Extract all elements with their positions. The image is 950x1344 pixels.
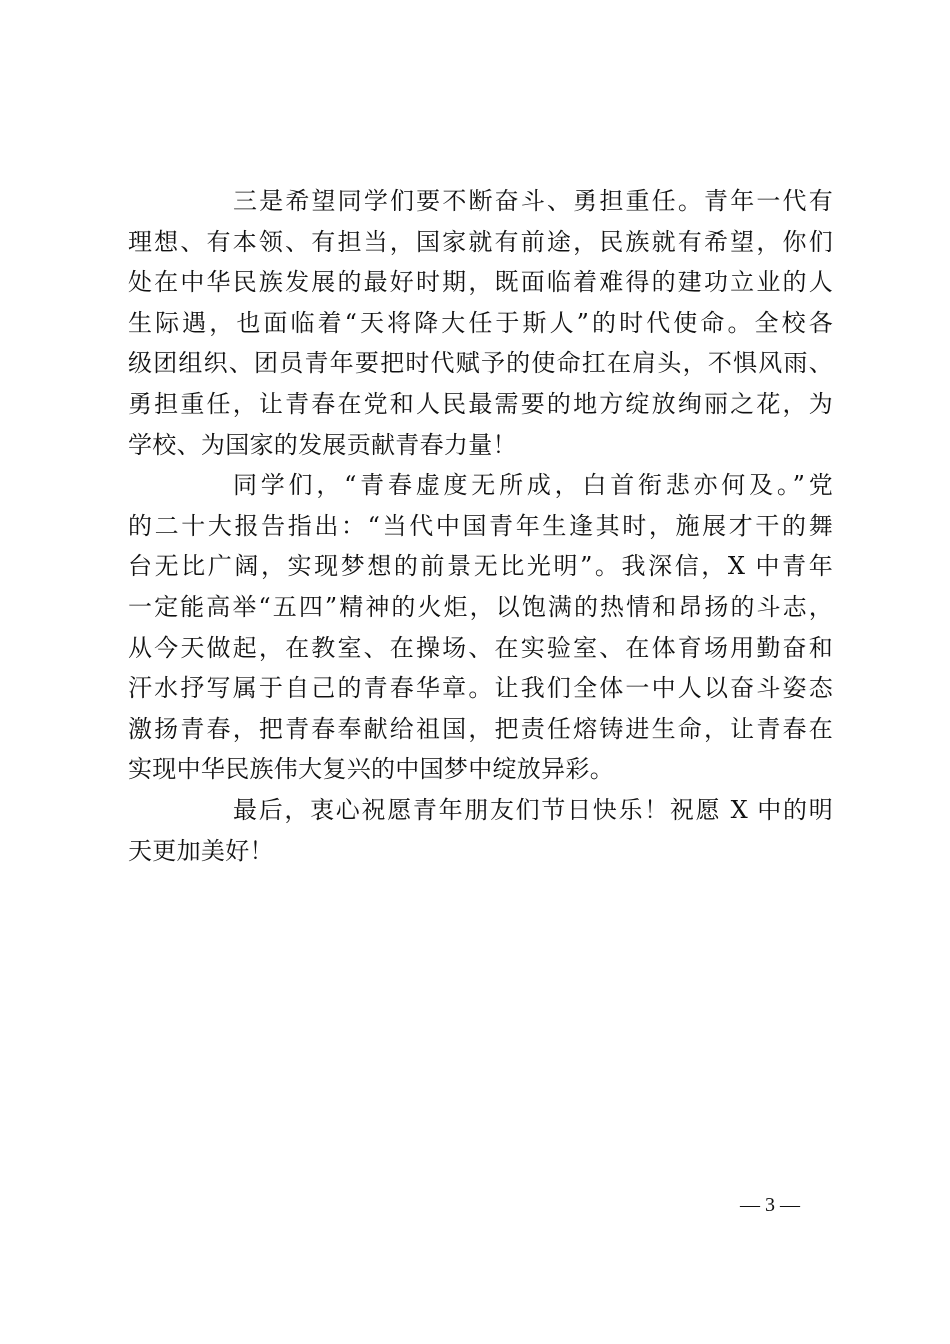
text-line: 最后，衷心祝愿青年朋友们节日快乐！祝愿 X 中的明 [233,795,833,824]
text-line: 激扬青春，把青春奉献给祖国，把责任熔铸进生命，让青春在 [128,714,833,743]
text-line: 理想、有本领、有担当，国家就有前途，民族就有希望，你们 [128,227,833,256]
text-line: 汗水抒写属于自己的青春华章。让我们全体一中人以奋斗姿态 [128,674,833,703]
page-number: — 3 — [740,1194,800,1216]
text-line: 台无比广阔，实现梦想的前景无比光明”。我深信，X 中青年 [128,552,833,581]
text-line: 勇担重任，让青春在党和人民最需要的地方绽放绚丽之花，为 [128,389,833,418]
text-line: 级团组织、团员青年要把时代赋予的使命扛在肩头，不惧风雨、 [128,349,833,378]
paragraph-3 [128,790,833,871]
paragraph-2 [128,465,833,790]
text-line: 天更加美好！ [128,836,274,865]
text-line: 从今天做起，在教室、在操场、在实验室、在体育场用勤奋和 [128,633,833,662]
text-line: 一定能高举“五四”精神的火炬，以饱满的热情和昂扬的斗志， [128,592,833,621]
paragraph-1 [128,181,833,465]
text-line: 三是希望同学们要不断奋斗、勇担重任。青年一代有 [233,187,833,215]
text-line: 生际遇，也面临着“天将降大任于斯人”的时代使命。全校各 [128,308,833,337]
text-line: 同学们，“青春虚度无所成，白首衔悲亦何及。”党 [233,471,833,500]
text-line: 实现中华民族伟大复兴的中国梦中绽放异彩。 [128,755,614,784]
text-line: 的二十大报告指出：“当代中国青年生逢其时，施展才干的舞 [128,511,833,540]
text-line: 处在中华民族发展的最好时期，既面临着难得的建功立业的人 [128,268,833,297]
body-text [128,181,833,871]
text-line: 学校、为国家的发展贡献青春力量！ [128,430,517,459]
